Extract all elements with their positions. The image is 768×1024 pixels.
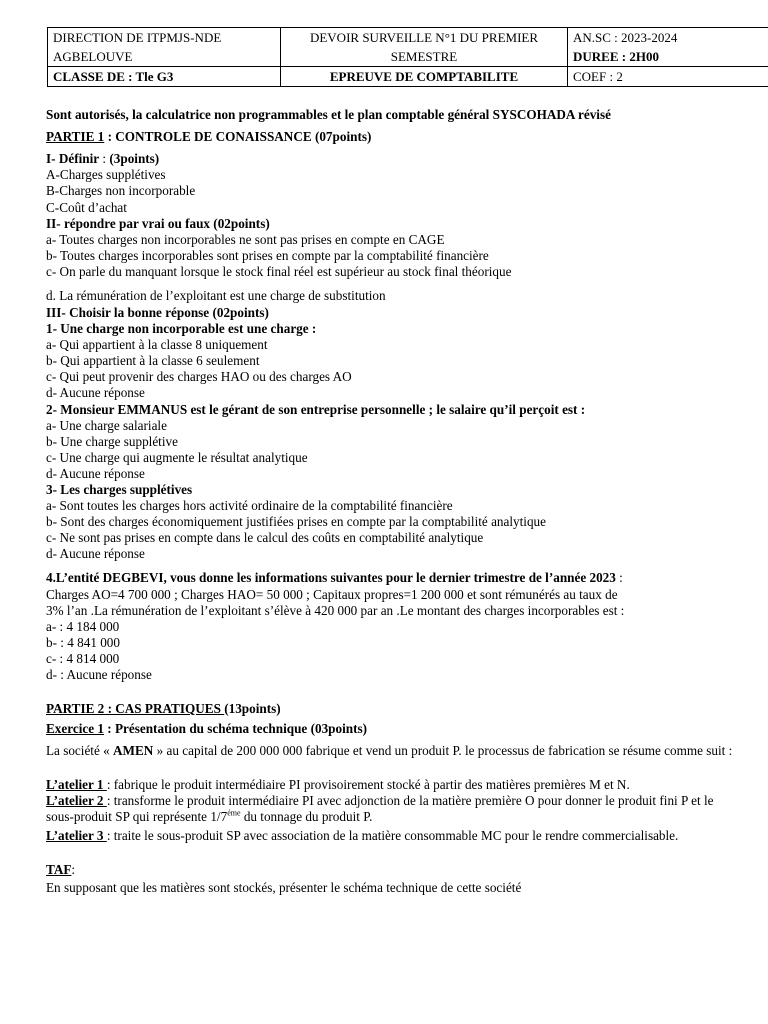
header-classe: CLASSE DE : Tle G3 (48, 67, 281, 87)
header-year-duration (568, 28, 768, 67)
intro-text: Sont autorisés, la calculatrice non programmables et le plan comptable général SYSCOHADA révisé (46, 107, 611, 122)
section1-title-main: I- Définir (46, 151, 100, 166)
atelier2-label: L’atelier 2 (46, 793, 107, 808)
partie2-title-rest: (13points) (224, 701, 281, 716)
partie1-title (46, 129, 746, 145)
list-item: c- Une charge qui augmente le résultat analytique (46, 450, 308, 465)
intro-part-c: » au capital de 200 000 000 fabrique et vend un produit P. le processus de fabrication se résume comme suit : (153, 743, 733, 758)
list-item: c- Qui peut provenir des charges HAO ou des charges AO (46, 369, 352, 384)
question2-title: 2- Monsieur EMMANUS est le gérant de son entreprise personnelle ; le salaire qu’il perçoit est : (46, 402, 586, 417)
list-item: d- Aucune réponse (46, 546, 145, 561)
list-item: A-Charges supplétives (46, 167, 166, 182)
intro-part-a: La société « (46, 743, 114, 758)
list-item: a- : 4 184 000 (46, 619, 120, 634)
list-item: b- Une charge supplétive (46, 434, 178, 449)
atelier3-paragraph (46, 828, 706, 844)
list-item: b- Qui appartient à la classe 6 seulement (46, 353, 260, 368)
header-row-2 (48, 67, 768, 87)
taf-colon: : (71, 862, 76, 877)
exercise1-label: Exercice 1 (46, 721, 104, 736)
exercise1-title-rest: : Présentation du schéma technique (03points) (103, 721, 368, 736)
section2-title: II- répondre par vrai ou faux (02points) (46, 216, 270, 231)
question4-title-text: 4.L’entité DEGBEVI, vous donne les informations suivantes pour le dernier trimestre de l’année 2023 (46, 570, 616, 585)
partie2-label: PARTIE 2 : CAS PRATIQUES (46, 701, 225, 716)
list-item: a- Une charge salariale (46, 418, 167, 433)
header-duree: DUREE : 2H00 (573, 49, 659, 64)
atelier2-text-b: du tonnage du produit P. (240, 809, 373, 824)
atelier1-text: : fabrique le produit intermédiaire PI provisoirement stocké à partir des matières premières M et N. (106, 777, 630, 792)
header-annee: AN.SC : 2023-2024 (573, 30, 678, 45)
atelier1-label: L’atelier 1 (46, 777, 107, 792)
question4-line-1: Charges AO=4 700 000 ; Charges HAO= 50 000 ; Capitaux propres=1 200 000 et sont rémunérés au taux de (46, 587, 618, 602)
header-row-1 (48, 28, 768, 67)
list-item: b- : 4 841 000 (46, 635, 120, 650)
company-name: AMEN (113, 743, 154, 758)
header-devoir: DEVOIR SURVEILLE N°1 DU PREMIER SEMESTRE (281, 28, 568, 67)
list-item: d- : Aucune réponse (46, 667, 152, 682)
list-item: a- Qui appartient à la classe 8 uniquement (46, 337, 268, 352)
header-coef: COEF : 2 (568, 67, 768, 87)
partie2-title (46, 701, 746, 717)
header-table (47, 27, 768, 87)
atelier2-paragraph (46, 793, 742, 825)
list-item: c- Ne sont pas prises en compte dans le calcul des coûts en comptabilité analytique (46, 530, 484, 545)
atelier3-label: L’atelier 3 (46, 828, 107, 843)
list-item: c- On parle du manquant lorsque le stock final réel est supérieur au stock final théorique (46, 264, 512, 279)
question4-title-colon: : (615, 570, 623, 585)
question4-title (46, 570, 746, 586)
list-item: d- Aucune réponse (46, 385, 145, 400)
atelier3-text: : traite le sous-produit SP avec association de la matière consommable MC pour le rendre commercialisable. (106, 828, 679, 843)
question4-line-2: 3% l’an .La rémunération de l’exploitant s’élève à 420 000 par an .Le montant des charges incorporables est : (46, 603, 625, 618)
atelier2-text-a: : transforme le produit intermédiaire PI avec adjonction de la matière première O pour donner le produit fini P et le sous-produit SP qui représente 1/7 (46, 793, 714, 824)
header-epreuve: EPREUVE DE COMPTABILITE (281, 67, 568, 87)
list-item: c- : 4 814 000 (46, 651, 120, 666)
exercise1-title (46, 721, 746, 737)
section1-title-colon: : (99, 151, 107, 166)
list-item: b- Toutes charges incorporables sont prises en compte par la comptabilité financière (46, 248, 489, 263)
list-item: C-Coût d’achat (46, 200, 127, 215)
list-item: d- Aucune réponse (46, 466, 145, 481)
list-item: B-Charges non incorporable (46, 183, 196, 198)
partie1-title-rest: : CONTROLE DE CONAISSANCE (07points) (104, 129, 372, 144)
taf-label: TAF (46, 862, 72, 877)
taf-text: En supposant que les matières sont stockés, présenter le schéma technique de cette société (46, 880, 522, 895)
question1-title: 1- Une charge non incorporable est une charge : (46, 321, 317, 336)
partie1-label: PARTIE 1 (46, 129, 105, 144)
question3-title: 3- Les charges supplétives (46, 482, 193, 497)
section1-title-points: (3points) (106, 151, 160, 166)
section1-title (46, 151, 746, 167)
header-direction: DIRECTION DE ITPMJS-NDE AGBELOUVE (48, 28, 281, 67)
list-item: a- Sont toutes les charges hors activité ordinaire de la comptabilité financière (46, 498, 453, 513)
section3-title: III- Choisir la bonne réponse (02points) (46, 305, 269, 320)
list-item: a- Toutes charges non incorporables ne sont pas prises en compte en CAGE (46, 232, 445, 247)
list-item: d. La rémunération de l’exploitant est une charge de substitution (46, 288, 386, 303)
list-item: b- Sont des charges économiquement justifiées prises en compte par la comptabilité analytique (46, 514, 547, 529)
atelier2-superscript: éme (227, 808, 241, 818)
taf-title (46, 862, 746, 878)
atelier1-paragraph (46, 777, 742, 793)
exercise1-intro (46, 743, 736, 759)
